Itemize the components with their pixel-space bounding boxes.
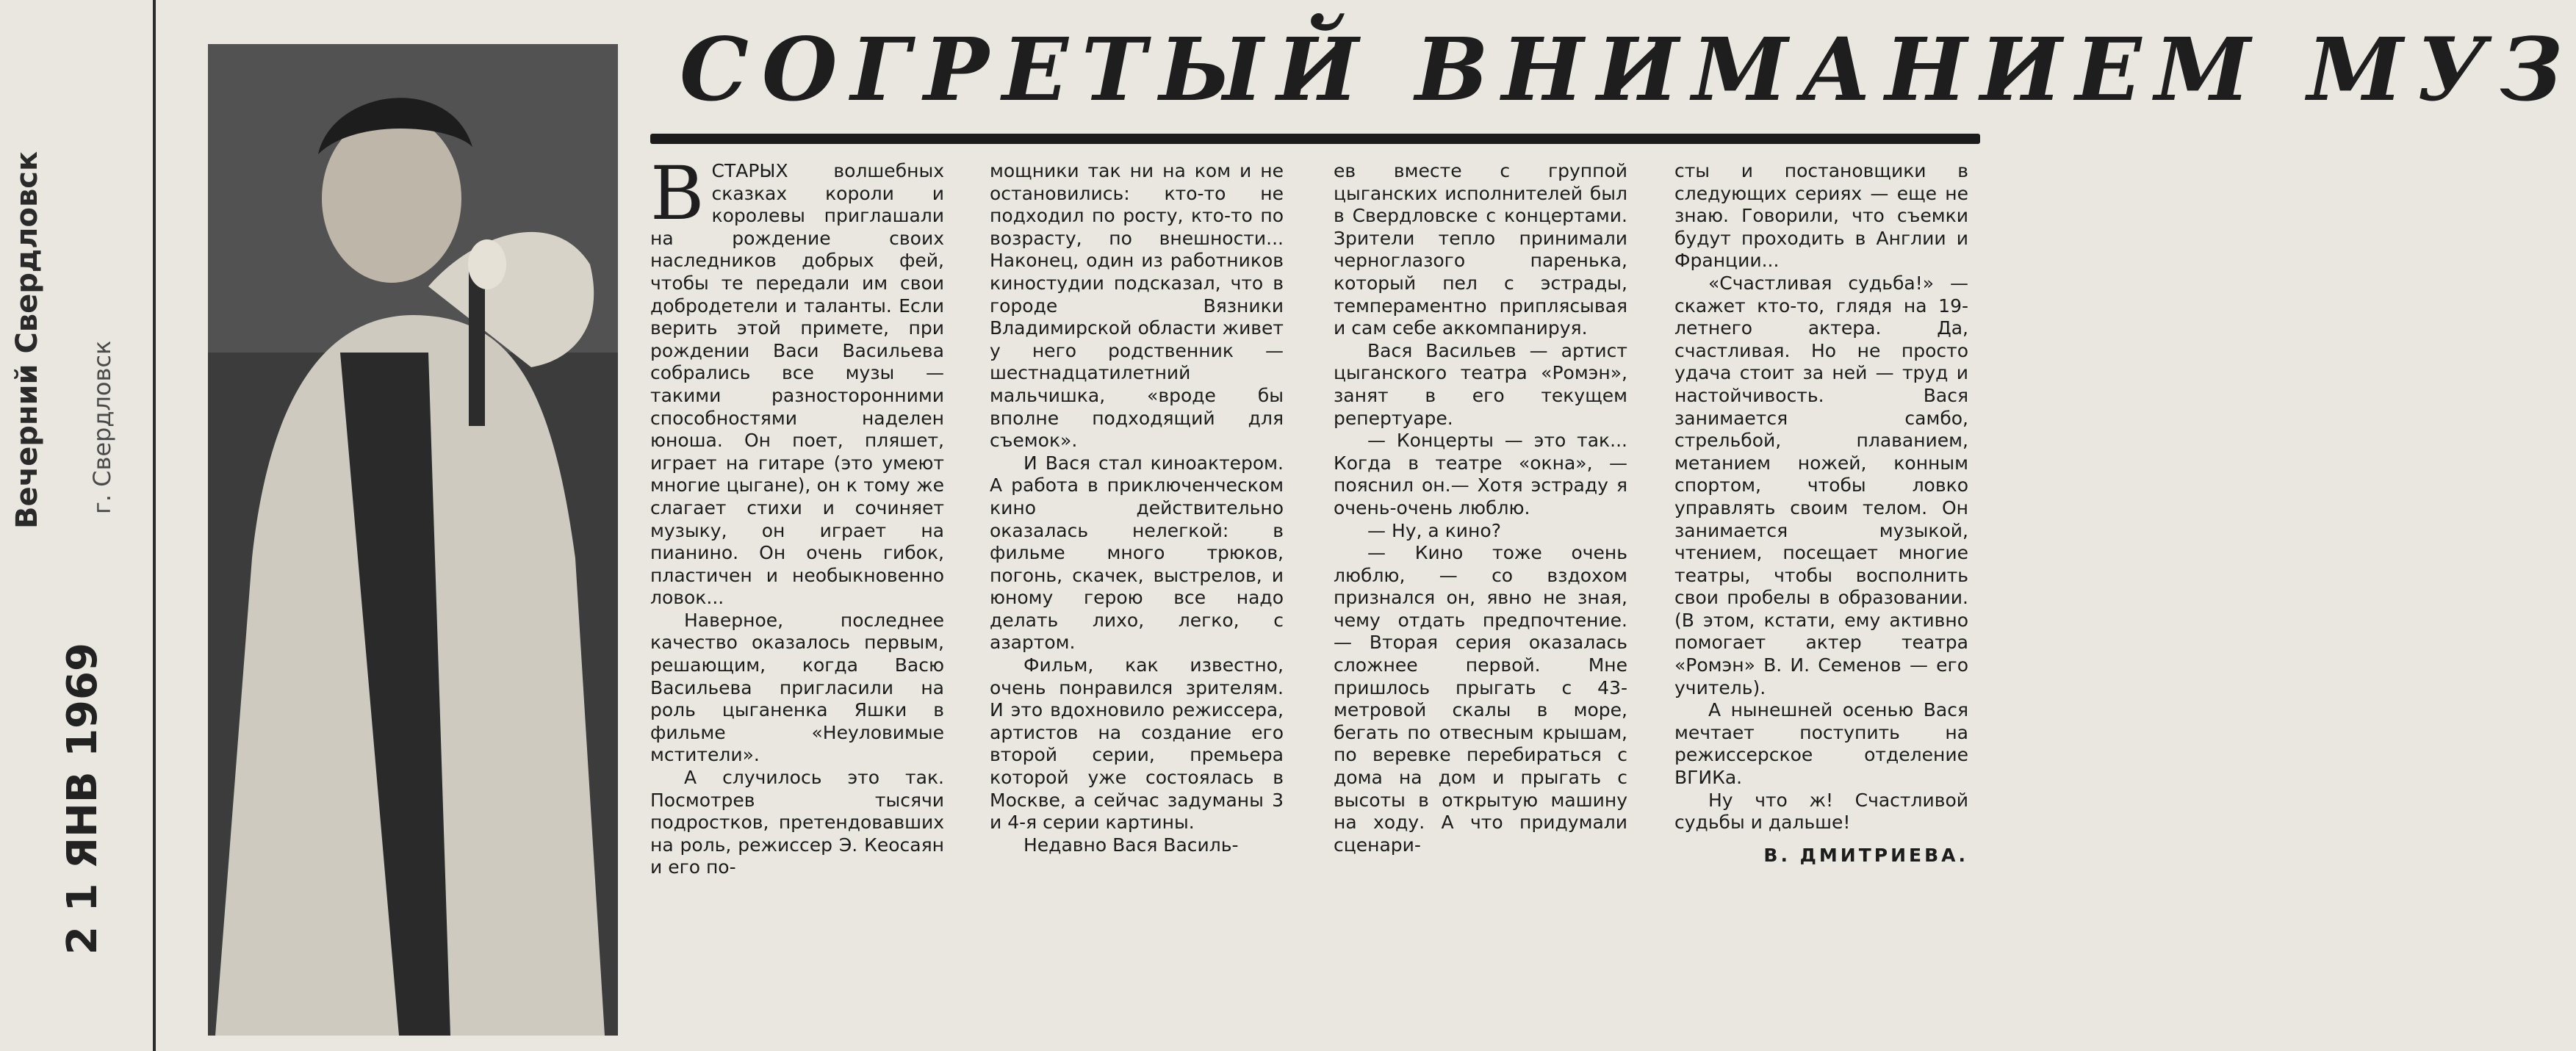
paragraph: — Ну, а кино? <box>1367 519 1501 541</box>
stamp-city: г. Свердловск <box>88 340 116 514</box>
stamp-newspaper-name: Вечерний Свердловск <box>10 151 44 529</box>
paragraph: Фильм, как известно, очень понравился зрителям. И это вдохновило режиссера, артистов на создание его второй серии, премьера которой уже состоялась в Москве, а сейчас задуманы 3 и 4-я серии картины. <box>990 654 1284 834</box>
archive-stamp-strip <box>0 0 154 1051</box>
stamp-date: 2 1 ЯНВ 1969 <box>59 643 107 955</box>
paragraph: сты и постановщики в следующих сериях — еще не знаю. Говорили, что съемки будут проходить в Англии и Франции... <box>1674 160 1968 272</box>
portrait-photo <box>208 44 618 1036</box>
article-column-2 <box>990 160 1284 1041</box>
paragraph: Ну что ж! Счастливой судьбы и дальше! <box>1674 789 1968 834</box>
paragraph: Наверное, последнее качество оказалось первым, решающим, когда Васю Васильева пригласили на роль цыганенка Яшки в фильме «Неуловимые мстители». <box>650 609 944 766</box>
article-column-3 <box>1334 160 1627 1041</box>
paragraph: Вася Васильев — артист цыганского театра «Ромэн», занят в его текущем репертуаре. <box>1334 339 1627 429</box>
article-column-1 <box>650 151 944 1041</box>
paragraph: мощники так ни на ком и не остановились: кто-то не подходил по росту, кто-то по возрасту, по внешности... Наконец, один из работников киностудии подсказал, что в городе Вязники Владимирской области живет у него родственник — шестнадцатилетний мальчишка, «вроде бы вполне подходящий для съемок». <box>990 160 1284 452</box>
paragraph: «Счастливая судьба!» — скажет кто-то, глядя на 19-летнего актера. Да, счастливая. Но не просто удача стоит за ней — труд и настойчивость. Вася занимается самбо, стрельбой, плаванием, метанием ножей, конным спортом, чтобы ловко управлять своим телом. Он занимается музыкой, чтением, посещает многие театры, чтобы восполнить свои пробелы в образовании. (В этом, кстати, ему активно помогает актер театра «Ромэн» В. И. Семенов — его учитель). <box>1674 272 1968 698</box>
margin-divider <box>153 0 156 1051</box>
paragraph-text: СТАРЫХ волшебных сказках короли и королевы приглашали на рождение своих наследников добрых фей, чтобы те передали им свои добродетели и таланты. Если верить этой примете, при рождении Васи Васильева собрались все музы — такими разносторонними способностями наделен юноша. Он поет, пляшет, играет на гитаре (это умеют многие цыгане), он к тому же слагает стихи и сочиняет музыку, он играет на пианино. Он очень гибок, пластичен и необыкновенно ловок... <box>650 160 944 609</box>
paragraph: ев вместе с группой цыганских исполнителей был в Свердловске с концертами. Зрители тепло принимали черноглазого паренька, который пел с эстрады, темпераментно приплясывая и сам себе аккомпанируя. <box>1334 160 1627 339</box>
paragraph: И Вася стал киноактером. А работа в приключенческом кино действительно оказалась нелегкой: в фильме много трюков, погонь, скачек, выстрелов, и юному герою все надо делать лихо, легко, с азартом. <box>990 452 1284 654</box>
headline-rule <box>650 134 1980 144</box>
paragraph: — Концерты — это так... Когда в театре «окна», — пояснил он.— Хотя эстраду я очень-очень люблю. <box>1334 430 1627 519</box>
paragraph: Недавно Вася Василь- <box>1023 834 1239 856</box>
article-headline: СОГРЕТЫЙ ВНИМАНИЕМ МУЗ <box>680 18 2576 120</box>
paragraph: — Кино тоже очень люблю, — со вздохом признался он, явно не зная, чему отдать предпочтение. — Вторая серия оказалась сложнее первой. Мне пришлось прыгать с 43-метровой скалы в море, бегать по отвесным крышам, по веревке перебираться с дома на дом и прыгать с высоты в открытую машину на ходу. А что придумали сценари- <box>1334 542 1627 856</box>
singer-photo-illustration <box>208 44 618 1036</box>
paragraph: А нынешней осенью Вася мечтает поступить на режиссерское отделение ВГИКа. <box>1674 699 1968 789</box>
article-column-4 <box>1674 160 1968 1041</box>
paragraph: А случилось это так. Посмотрев тысячи подростков, претендовавших на роль, режиссер Э. Кеосаян и его по- <box>650 767 944 878</box>
paragraph <box>650 151 944 610</box>
author-signature: В. ДМИТРИЕВА. <box>1763 844 1968 866</box>
drop-cap: В <box>650 151 705 236</box>
